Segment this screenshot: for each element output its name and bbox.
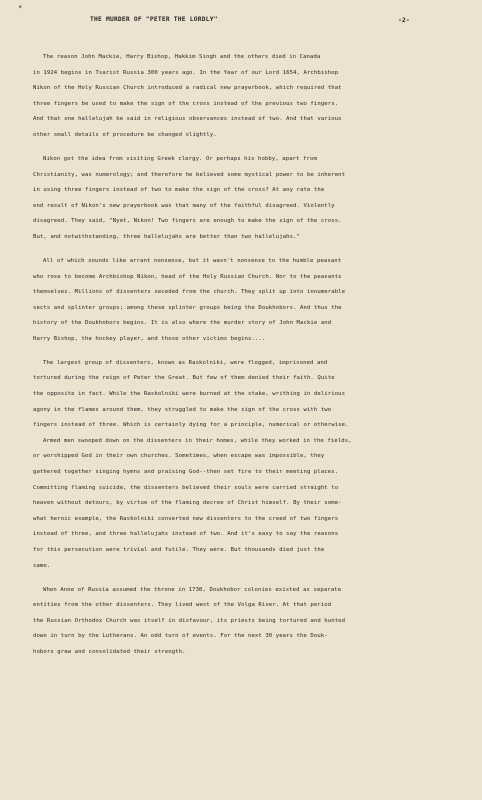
text-line: Committing flaming suicide, the dissenters believed their souls were carried straight to	[33, 484, 339, 491]
text-line: three fingers be used to make the sign of the cross instead of the previous two fingers.	[33, 100, 339, 107]
text-line: The reason John Mackie, Harry Bishop, Hakkim Singh and the others died in Canada	[43, 54, 321, 60]
text-line: And that one hallelujah be said in religious observances instead of two. And that various	[33, 116, 342, 123]
paragraph	[33, 254, 469, 348]
text-line: All of which sounds like arrant nonsense, but it wasn't nonsense to the humble peasant	[43, 257, 342, 264]
text-line: Nikon got the idea from visiting Greek clergy. Or perhaps his hobby, apart from	[43, 155, 317, 162]
text-line: The largest group of dissenters, known as Raskolniki, were flogged, imprisoned and	[43, 359, 328, 366]
text-line: same.	[33, 562, 51, 569]
text-line: sects and splinter groups; among these splinter groups being the Doukhobors. And thus the	[33, 304, 342, 311]
text-line: themselves. Millions of dissenters seceded from the church. They split up into innumerable	[33, 289, 346, 296]
page-number: -2-	[398, 16, 410, 24]
text-line: Harry Bishop, the hockey player, and those other victims begins....	[33, 335, 266, 342]
text-line: who rose to become Archbishop Nikon, head of the Holy Russian Church. Nor to the peasants	[33, 273, 342, 280]
text-line: what heroic example, the Raskolniki converted new dissenters to the creed of two fingers	[33, 515, 339, 522]
text-line: Christianity, was numerology; and therefore he believed some mystical power to be inherent	[33, 171, 346, 178]
text-line: Nikon of the Holy Russian Church introduced a radical new prayerbook, which required that	[33, 85, 342, 92]
text-line: the Russian Orthodox Church was itself in disfavour, its priests being tortured and hunted	[33, 617, 346, 624]
text-line: gathered together singing hymns and praising God--then set fire to their meeting places.	[33, 469, 339, 476]
text-line: other small details of procedure be changed slightly.	[33, 131, 217, 138]
text-line: heaven without detours, by virtue of the flaming decree of Christ himself. By their some-	[33, 500, 342, 507]
text-line: But, and notwithstanding, three hallelujahs are better than two hallelujahs."	[33, 233, 301, 240]
text-line: fingers instead of three. Which is certainly dying for a principle, numerical or otherwise.	[33, 422, 349, 429]
text-line: in 1924 begins in Tsarist Russia 300 years ago. In the Year of our Lord 1654, Archbishop	[33, 69, 339, 76]
text-line: in using three fingers instead of two to make the sign of the cross? At any rate the	[33, 187, 325, 194]
text-line: agony in the flames around them, they struggled to make the sign of the cross with two	[33, 406, 332, 413]
text-line: for this persecution were trivial and futile. They were. But thousands died just the	[33, 546, 325, 553]
text-line: entities from the other dissenters. They lived west of the Volga River. At that period	[33, 602, 332, 609]
text-line: end result of Nikon's new prayerbook was that many of the faithful disagreed. Violently	[33, 202, 335, 209]
text-line: When Anne of Russia assumed the throne in 1730, Doukhobor colonies existed as separate	[43, 586, 342, 593]
page-header	[0, 16, 482, 28]
paragraph	[33, 152, 469, 246]
text-line: down in turn by the Lutherans. An odd turn of events. For the next 30 years the Douk-	[33, 633, 328, 640]
paragraph	[33, 583, 469, 661]
document-title: THE MURDER OF "PETER THE LORDLY"	[90, 16, 218, 23]
text-line: history of the Doukhobors begins. It is also where the murder story of John Mackie and	[33, 320, 332, 327]
text-line: Armed men swooped down on the dissenters in their homes, while they worked in the fields,	[43, 437, 352, 444]
document-body	[33, 50, 469, 669]
paragraph	[33, 50, 469, 144]
text-line: hobors grew and consolidated their strength.	[33, 648, 186, 655]
text-line: instead of three, and three hallelujahs instead of two. And it's easy to say the reasons	[33, 531, 339, 538]
text-line: tortured during the reign of Peter the Great. But few of them denied their faith. Quite	[33, 375, 335, 382]
paragraph	[33, 356, 469, 574]
page-mark: *	[18, 4, 23, 12]
text-line: or worshipped God in their own churches. Sometimes, when escape was impossible, they	[33, 453, 325, 460]
text-line: disagreed. They said, "Nyet, Nikon! Two fingers are enough to make the sign of the cross.	[33, 218, 342, 225]
text-line: the opposite in fact. While the Raskolniki were burned at the stake, writhing in delirious	[33, 391, 346, 398]
